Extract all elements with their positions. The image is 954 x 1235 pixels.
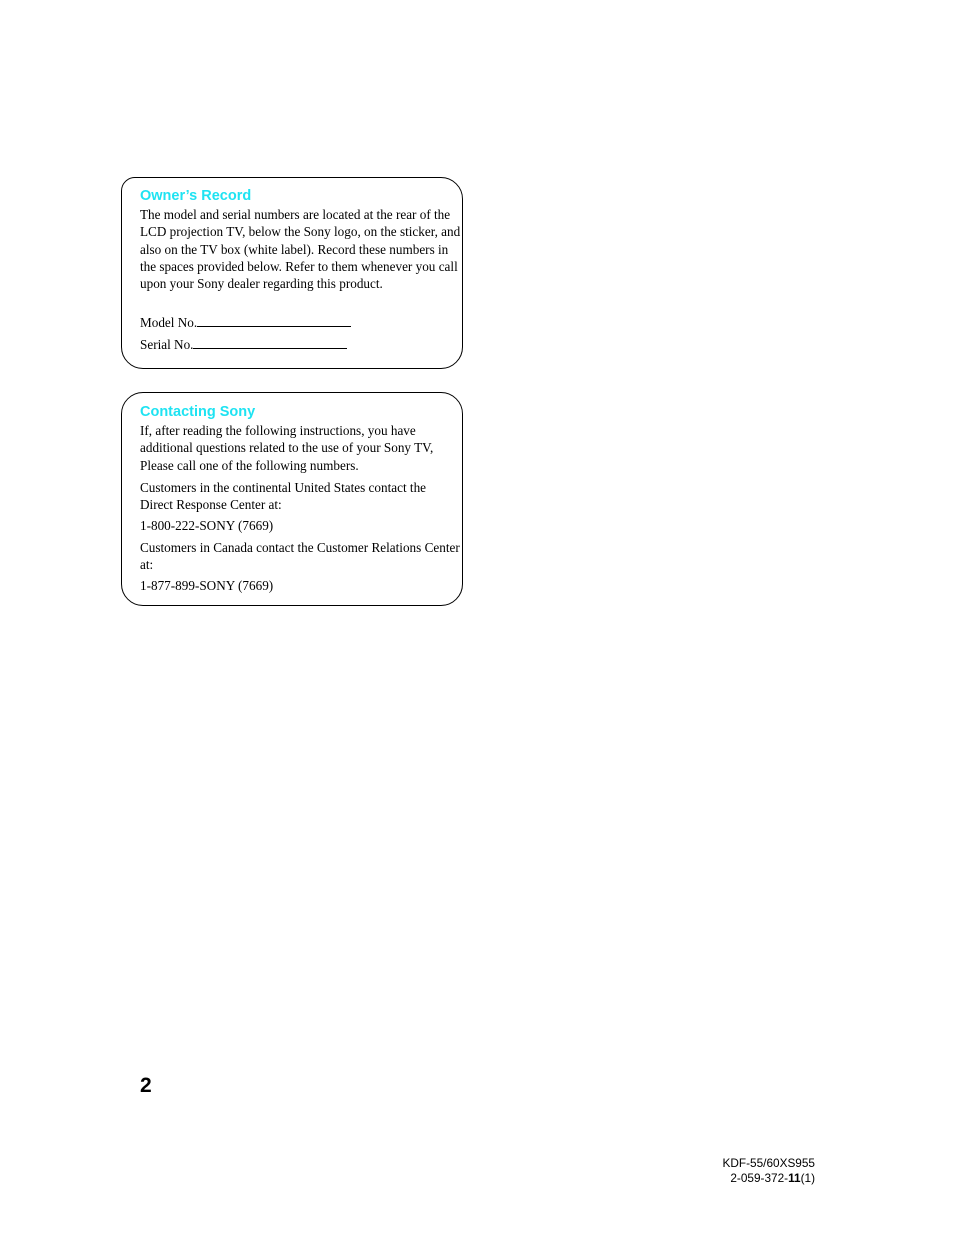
serial-number-field [140, 336, 462, 353]
model-number-line [197, 314, 351, 327]
footer-model: KDF-55/60XS955 [722, 1156, 815, 1170]
contacting-sony-intro: If, after reading the following instructions, you have additional questions related to the use of your Sony TV, Please call one of the following numbers. [140, 423, 434, 473]
footer [723, 1156, 815, 1186]
owners-record-box [121, 177, 463, 369]
footer-part-number [723, 1171, 815, 1186]
serial-number-line [193, 336, 347, 349]
us-contact-text: Customers in the continental United States contact the Direct Response Center at: [140, 480, 427, 513]
page-number: 2 [140, 1074, 152, 1097]
owners-record-title: Owner’s Record [140, 188, 252, 204]
us-phone-number: 1-800-222-SONY (7669) [140, 518, 274, 533]
footer-part-bold: 11 [788, 1171, 801, 1185]
contacting-sony-title: Contacting Sony [140, 404, 256, 420]
canada-contact-text: Customers in Canada contact the Customer Relations Center at: [140, 540, 460, 573]
contacting-sony-box [121, 392, 463, 606]
owners-record-body: The model and serial numbers are located at the rear of the LCD projection TV, below the Sony logo, on the sticker, and also on the TV box (white label). Record these numbers in the spaces provided below. Refer to them whenever you call upon your Sony dealer regarding this product. [140, 207, 461, 292]
footer-part-prefix: 2-059-372- [730, 1171, 789, 1185]
footer-part-suffix: (1) [800, 1171, 815, 1185]
serial-number-label: Serial No. [140, 337, 194, 352]
model-number-label: Model No. [140, 315, 198, 330]
canada-phone-number: 1-877-899-SONY (7669) [140, 578, 274, 593]
model-number-field [140, 314, 462, 331]
